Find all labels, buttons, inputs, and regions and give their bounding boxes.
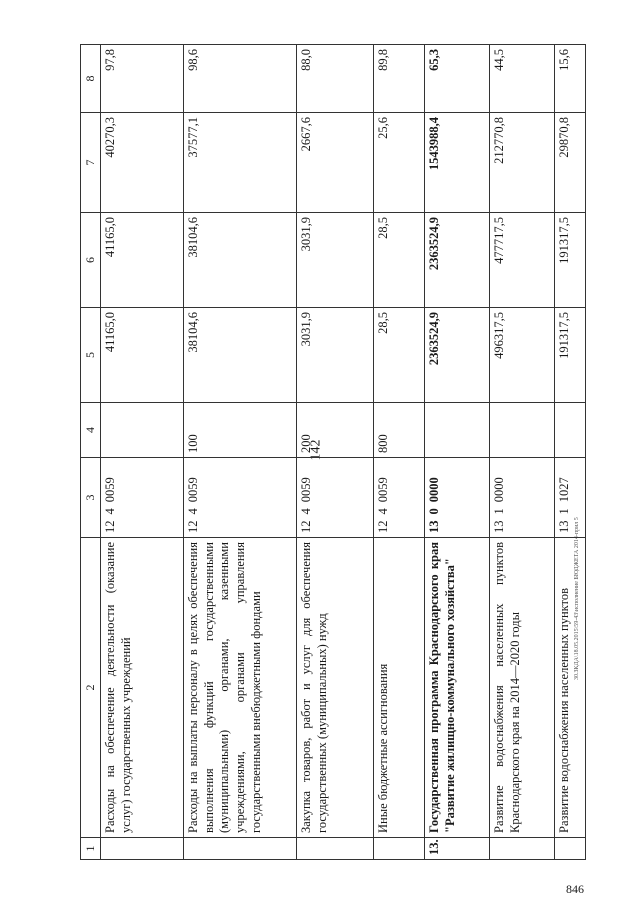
row-col8: 44,5: [490, 45, 555, 113]
row-number: [184, 838, 297, 860]
row-description: Закупка товаров, работ и услуг для обеспечения государственных (муниципальных) нужд: [297, 538, 374, 838]
code-part: 4: [376, 508, 390, 515]
code-part: 0000: [427, 477, 441, 503]
header-cell: 4: [81, 403, 101, 458]
row-col6: 477717,5: [490, 213, 555, 308]
code-part: 0059: [103, 477, 117, 503]
row-col5: 38104,6: [184, 308, 297, 403]
code-part: 4: [103, 508, 117, 515]
row-description: Развитие водоснабжения населенных пунктов Краснодарского края на 2014—2020 годы: [490, 538, 555, 838]
row-col6: 3031,9: [297, 213, 374, 308]
row-col7: 212770,8: [490, 113, 555, 213]
code-part: 0: [427, 508, 441, 515]
row-description: Государственная программа Краснодарского края "Развитие жилищно-коммунального хозяйства": [425, 538, 490, 838]
row-col5: 2363524,9: [425, 308, 490, 403]
row-description: Расходы на выплаты персоналу в целях обеспечения выполнения функций государственными (муниципальными) органами, казенными учреждениями, органами управления государственными внебюджетными фондами: [184, 538, 297, 838]
row-col8: 97,8: [101, 45, 184, 113]
row-description: Расходы на обеспечение деятельности (оказание услуг) государственных учреждений: [101, 538, 184, 838]
row-number: [555, 838, 586, 860]
table-row: [555, 45, 586, 860]
header-cell: 2: [81, 538, 101, 838]
code-part: 13: [492, 520, 506, 533]
table-row: [374, 45, 425, 860]
row-code: [297, 458, 374, 538]
row-col5: 28,5: [374, 308, 425, 403]
row-code: [101, 458, 184, 538]
row-code: [184, 458, 297, 538]
row-col5: 496317,5: [490, 308, 555, 403]
code-part: 0000: [492, 477, 506, 503]
row-code: [425, 458, 490, 538]
row-vr: [425, 403, 490, 458]
code-part: 13: [557, 520, 571, 533]
budget-table-rotated: [80, 45, 590, 860]
row-vr: 200: [297, 403, 374, 458]
row-col6: 191317,5: [555, 213, 586, 308]
row-col7: 37577,1: [184, 113, 297, 213]
row-number: [101, 838, 184, 860]
header-cell: 7: [81, 113, 101, 213]
header-cell: 8: [81, 45, 101, 113]
row-col8: 89,8: [374, 45, 425, 113]
table-row: [184, 45, 297, 860]
row-number: [490, 838, 555, 860]
code-part: 12: [299, 520, 313, 533]
row-col6: 2363524,9: [425, 213, 490, 308]
row-col6: 28,5: [374, 213, 425, 308]
row-col8: 15,6: [555, 45, 586, 113]
header-cell: 1: [81, 838, 101, 860]
row-col5: 3031,9: [297, 308, 374, 403]
row-col8: 65,3: [425, 45, 490, 113]
row-col5: 191317,5: [555, 308, 586, 403]
row-col7: 40270,3: [101, 113, 184, 213]
row-number: 13.: [425, 838, 490, 860]
header-cell: 3: [81, 458, 101, 538]
table-row: [490, 45, 555, 860]
row-vr: 800: [374, 403, 425, 458]
budget-table: [80, 44, 586, 860]
row-number: [297, 838, 374, 860]
row-code: [490, 458, 555, 538]
table-row-program: [425, 45, 490, 860]
row-col6: 41165,0: [101, 213, 184, 308]
code-part: 1: [557, 508, 571, 515]
footer-file-code: 30.ЗКДА\18.05.2015\59-43\исполнение БЮДЖЕТА 2014-прил 5: [574, 517, 580, 680]
code-part: 4: [299, 508, 313, 515]
code-part: 0059: [376, 477, 390, 503]
code-part: 1: [492, 508, 506, 515]
row-description: Иные бюджетные ассигнования: [374, 538, 425, 838]
code-part: 0059: [299, 477, 313, 503]
row-col6: 38104,6: [184, 213, 297, 308]
code-part: 1027: [557, 477, 571, 503]
row-code: [555, 458, 586, 538]
row-vr: [490, 403, 555, 458]
row-col7: 2667,6: [297, 113, 374, 213]
row-col7: 29870,8: [555, 113, 586, 213]
row-description: Развитие водоснабжения населенных пунктов: [555, 538, 586, 838]
code-part: 4: [186, 508, 200, 515]
header-cell: 5: [81, 308, 101, 403]
code-part: 12: [186, 520, 200, 533]
code-part: 0059: [186, 477, 200, 503]
header-cell: 6: [81, 213, 101, 308]
table-row: [297, 45, 374, 860]
header-row: [81, 45, 101, 860]
table-row: [101, 45, 184, 860]
row-number: [374, 838, 425, 860]
page-number: 142: [308, 439, 324, 461]
row-vr: [101, 403, 184, 458]
row-vr: 100: [184, 403, 297, 458]
row-col7: 25,6: [374, 113, 425, 213]
row-col5: 41165,0: [101, 308, 184, 403]
row-vr: [555, 403, 586, 458]
row-code: [374, 458, 425, 538]
bottom-page-number: 846: [566, 882, 584, 896]
row-col8: 98,6: [184, 45, 297, 113]
code-part: 12: [376, 520, 390, 533]
row-col8: 88,0: [297, 45, 374, 113]
code-part: 13: [427, 520, 441, 533]
row-col7: 1543988,4: [425, 113, 490, 213]
code-part: 12: [103, 520, 117, 533]
